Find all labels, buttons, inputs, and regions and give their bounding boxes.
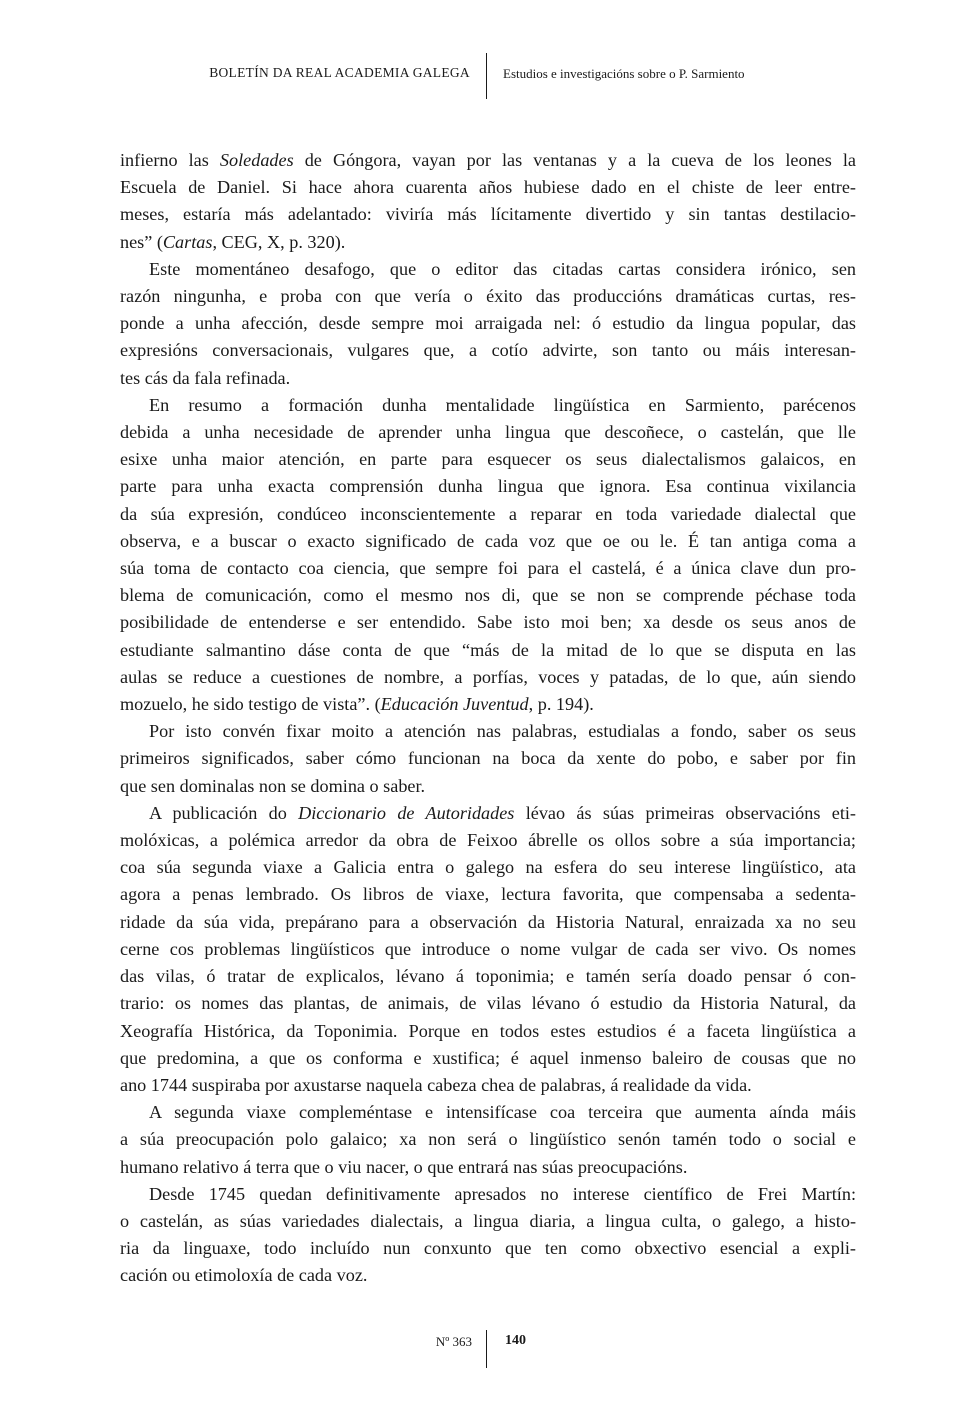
text-line: meses, estaría más adelantado: viviría más lícitamente divertido y sin tantas destilacio- [120,204,856,225]
paragraph [120,256,856,392]
paragraph [120,392,856,718]
text-line: estudiante salmantino dáse conta de que “más de la mitad de lo que se disputa en las [120,639,856,660]
journal-title: BOLETÍN DA REAL ACADEMIA GALEGA [209,65,470,80]
text-line: cerne cos problemas lingüísticos que introduce o nome vulgar de cada ser vivo. Os nomes [120,938,856,959]
text-line: En resumo a formación dunha mentalidade lingüística en Sarmiento, parécenos [149,394,856,415]
page-number: 140 [505,1333,526,1348]
text-line: que predomina, a que os conforma e xustifica; é aquel inmenso baleiro de cousas que no [120,1047,856,1068]
text-line: mozuelo, he sido testigo de vista”. (Educación Juventud, p. 194). [120,694,594,715]
text-line: razón ningunha, e proba con que vería o éxito das produccións dramáticas curtas, res- [120,286,856,307]
text-line: esixe unha maior atención, en parte para esquecer os seus dialectalismos galaicos, en [120,449,856,470]
text-line: aulas se reduce a cuestiones de nombre, a porfías, voces y patadas, de lo que, aún siendo [120,666,856,687]
italic-title: Educación Juventud [380,694,529,715]
text-line: tes cás da fala refinada. [120,367,291,388]
text-line: ria da linguaxe, todo incluído nun conxunto que ten como obxectivo esencial a expli- [120,1238,856,1259]
text-line: coa súa segunda viaxe a Galicia entra o galego na esfera do seu interese lingüístico, ata [120,857,856,878]
text-line: nes” (Cartas, CEG, X, p. 320). [120,231,346,252]
paragraph [120,147,856,256]
text-line: expresións conversacionais, vulgares que, a cotío advirte, son tanto ou máis interesan- [120,340,856,361]
italic-title: Soledades [219,150,294,170]
footer-divider [486,1330,487,1368]
text-line: primeiros significados, saber cómo funcionan na boca da xente do pobo, e saber por fin [120,748,856,769]
text-line: blema de comunicación, como el mesmo nos di, que se non se comprende péchase toda [120,585,856,606]
text-line: posibilidade de entenderse e ser entendido. Sabe isto moi ben; xa desde os seus anos de [120,612,856,633]
article-body [120,147,856,1290]
text-line: que sen dominalas non se domina o saber. [120,775,426,796]
text-line: A segunda viaxe compleméntase e intensifícase coa terceira que aumenta aínda máis [149,1102,856,1123]
text-line: A publicación do Diccionario de Autoridades lévao ás súas primeiras observacións eti- [149,802,856,823]
text-line: trario: os nomes das plantas, de animais, de vilas lévano ó estudio da Historia Natural, da [120,993,856,1014]
text-line: observa, e a buscar o exacto significado de cada voz que oe ou le. É tan antiga coma a [120,530,856,551]
text-line: Este momentáneo desafogo, que o editor das citadas cartas considera irónico, sen [149,258,856,279]
text-line: súa toma de contacto coa ciencia, que sempre foi para el castelá, é a única clave dun pro- [120,558,856,579]
text-line: da súa expresión, condúceo inconscientemente a reparar en toda variedade dialectal que [120,503,856,524]
text-line: agora a penas lembrado. Os libros de viaxe, lectura favorita, que compensaba a sedenta- [120,884,856,905]
paragraph [120,718,856,800]
text-line: Xeografía Histórica, da Toponimia. Porque en todos estes estudios é a faceta lingüística a [120,1020,856,1041]
text-line: das vilas, ó tratar de explicalos, lévano á toponimia; e tamén sería doado pensar ó con- [120,966,856,987]
text-line: Por isto convén fixar moito a atención nas palabras, estudialas a fondo, saber os seus [149,721,856,742]
text-line: infierno las Soledades de Góngora, vayan por las ventanas y a la cueva de los leones la [120,150,856,170]
italic-title: Cartas [162,231,213,252]
text-line: humano relativo á terra que o viu nacer, o que entrará nas súas preocupacións. [120,1156,688,1177]
text-line: Escuela de Daniel. Si hace ahora cuarenta años hubiese dado en el chiste de leer entre- [120,177,856,198]
paragraph [120,800,856,1099]
text-line: ano 1744 suspiraba por axustarse naquela cabeza chea de palabras, á realidade da vida. [120,1074,752,1095]
italic-title: Diccionario de Autoridades [298,802,515,823]
running-header [0,53,975,99]
text-line: debida a unha necesidade de aprender unha lingua que descoñece, o castelán, que lle [120,422,856,443]
text-line: parte para unha exacta comprensión dunha lingua que ignora. Esa continua vixilancia [120,476,856,497]
issue-number: Nº 363 [435,1334,472,1349]
text-line: cación ou etimoloxía de cada voz. [120,1265,368,1286]
header-divider [486,53,487,99]
text-line: molóxicas, a polémica arredor da obra de Feixoo ábrelle os ollos sobre a súa importancia; [120,830,856,851]
paragraph [120,1181,856,1290]
section-title: Estudios e investigacións sobre o P. Sarmiento [503,66,745,81]
paragraph [120,1099,856,1181]
text-line: ponde a unha afección, desde sempre moi arraigada nel: ó estudio da lingua popular, das [120,313,856,334]
text-line: o castelán, as súas variedades dialectais, a lingua diaria, a lingua culta, o galego, a histo- [120,1210,856,1231]
text-line: ridade da súa vida, prepárano para a observación da Historia Natural, enraizada xa no seu [120,911,856,932]
text-line: a súa preocupación polo galaico; xa non será o lingüístico senón tamén todo o social e [120,1129,856,1150]
text-line: Desde 1745 quedan definitivamente apresados no interese científico de Frei Martín: [149,1183,856,1204]
page-footer [0,1330,975,1368]
